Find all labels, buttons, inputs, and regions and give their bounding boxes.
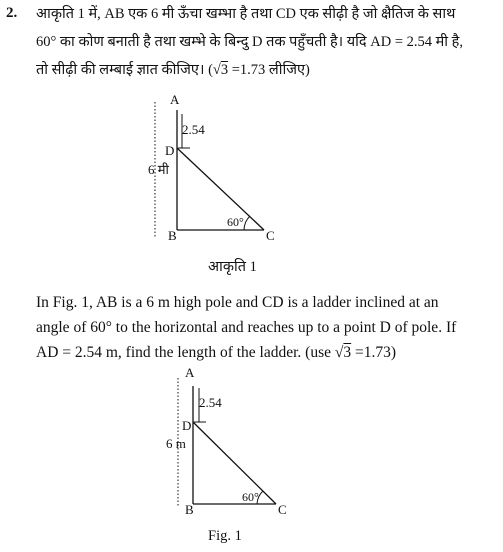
label-angle: 60° <box>242 490 259 504</box>
english-line-1: In Fig. 1, AB is a 6 m high pole and CD is a ladder inclined at an <box>36 294 439 311</box>
hindi-figure-caption: आकृति 1 <box>208 259 257 275</box>
english-line-3 <box>36 339 493 366</box>
label-height: 6 m <box>166 436 186 451</box>
hindi-line-2: 60° का कोण बनाती है तथा खम्भे के बिन्दु D तक पहुँचती है। यदि AD = 2.54 मी है, <box>36 34 463 50</box>
hindi-line-3-end: =1.73 लीजिए) <box>228 62 310 78</box>
english-figure-caption: Fig. 1 <box>208 528 242 544</box>
label-c: C <box>266 228 275 243</box>
label-ad-length: 2.54 <box>199 395 222 410</box>
label-d: D <box>165 143 175 158</box>
ladder-cd <box>177 148 264 230</box>
question-number: 2. <box>6 5 18 21</box>
hindi-sqrt-radicand: 3 <box>220 62 229 78</box>
label-angle: 60° <box>227 215 244 229</box>
english-sqrt-radicand: 3 <box>343 344 352 361</box>
hindi-line-3-start: तो सीढ़ी की लम्बाई ज्ञात कीजिए। (√ <box>36 62 221 78</box>
label-b: B <box>168 228 177 243</box>
label-b: B <box>185 502 194 517</box>
label-a: A <box>170 92 180 107</box>
hindi-figure <box>140 92 290 244</box>
hindi-line-1: आकृति 1 में, AB एक 6 मी ऊँचा खम्भा है तथा CD एक सीढ़ी है जो क्षैतिज के साथ <box>36 6 456 22</box>
label-a: A <box>185 365 195 380</box>
label-d: D <box>182 418 192 433</box>
label-ad-length: 2.54 <box>182 122 205 137</box>
label-c: C <box>278 502 287 517</box>
english-figure <box>163 364 303 517</box>
english-line-3-end: =1.73) <box>351 344 397 361</box>
ladder-cd <box>193 422 276 504</box>
english-line-3-start: AD = 2.54 m, find the length of the ladder. (use √ <box>36 344 344 361</box>
hindi-line-3 <box>36 57 493 84</box>
english-line-2: angle of 60° to the horizontal and reaches up to a point D of pole. If <box>36 319 457 336</box>
angle-arc <box>244 216 250 230</box>
label-height: 6 मी <box>148 162 169 177</box>
